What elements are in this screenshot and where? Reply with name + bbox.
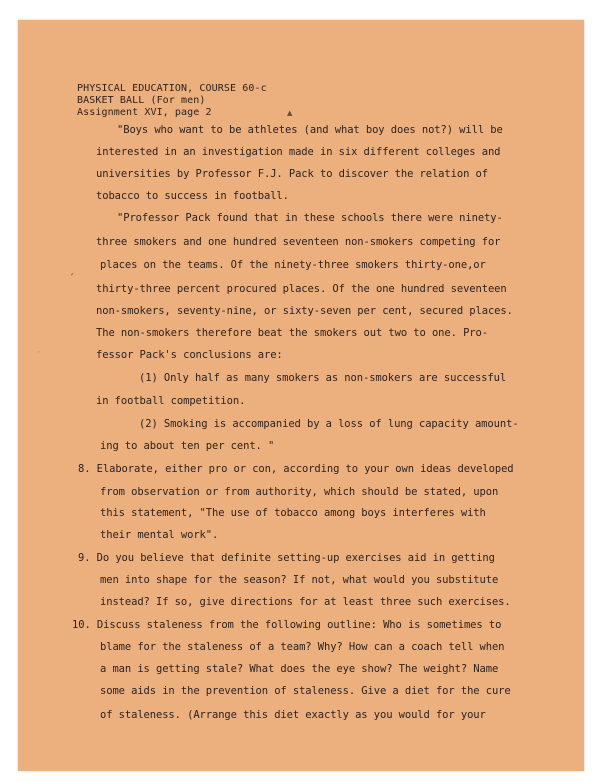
body-line: universities by Professor F.J. Pack to discover the relation of [96, 168, 488, 180]
body-line: men into shape for the season? If not, what would you substitute [100, 574, 499, 586]
body-line: (1) Only half as many smokers as non-smokers are successful [139, 372, 507, 384]
margin-ink-dot: ⋅ [38, 349, 40, 356]
margin-ink-mark: ′ [68, 270, 75, 286]
body-line: non-smokers, seventy-nine, or sixty-seven per cent, secured places. [96, 305, 513, 317]
question-9: 9. Do you believe that definite setting-up exercises aid in getting [78, 552, 495, 564]
body-line: instead? If so, give directions for at least three such exercises. [100, 596, 511, 608]
body-line: thirty-three percent procured places. Of the one hundred seventeen [96, 283, 507, 295]
body-line: their mental work". [100, 529, 219, 541]
body-line: a man is getting stale? What does the eye show? The weight? Name [100, 663, 499, 675]
body-line: "Professor Pack found that in these schools there were ninety- [117, 212, 503, 224]
course-subtitle: BASKET BALL (For men) [77, 95, 206, 106]
body-line: from observation or from authority, which should be stated, upon [100, 486, 499, 498]
body-line: The non-smokers therefore beat the smokers out two to one. Pro- [96, 327, 488, 339]
body-line: ing to about ten per cent. " [100, 440, 275, 452]
body-line: "Boys who want to be athletes (and what boy does not?) will be [117, 124, 503, 136]
body-line: three smokers and one hundred seventeen non-smokers competing for [96, 236, 501, 248]
body-line: in football competition. [96, 395, 246, 407]
question-8: 8. Elaborate, either pro or con, according to your own ideas developed [78, 463, 514, 475]
body-line: this statement, "The use of tobacco among boys interferes with [100, 507, 486, 519]
body-line: blame for the staleness of a team? Why? How can a coach tell when [100, 641, 505, 653]
body-line: some aids in the prevention of staleness. Give a diet for the cure [100, 685, 511, 697]
body-line: fessor Pack's conclusions are: [96, 349, 283, 361]
question-10: 10. Discuss staleness from the following outline: Who is sometimes to [72, 619, 502, 631]
course-title: PHYSICAL EDUCATION, COURSE 60-c [77, 83, 267, 94]
body-line: interested in an investigation made in six different colleges and [96, 146, 501, 158]
body-line: tobacco to success in football. [96, 190, 289, 202]
stray-ink-mark: ▲ [287, 109, 293, 117]
body-line: (2) Smoking is accompanied by a loss of lung capacity amount- [139, 418, 519, 430]
body-line: places on the teams. Of the ninety-three smokers thirty-one,or [100, 259, 486, 271]
body-line: of staleness. (Arrange this diet exactly as you would for your [100, 709, 486, 721]
assignment-label: Assignment XVI, page 2 [77, 107, 212, 118]
